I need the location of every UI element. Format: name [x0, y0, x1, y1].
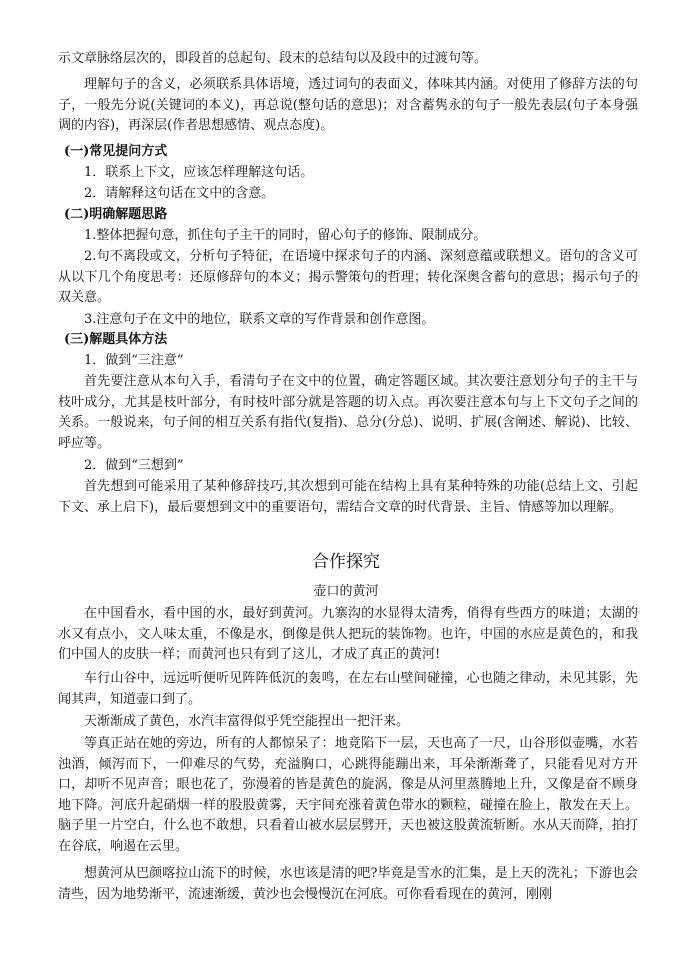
approach-item-2: 2.句不离段或文，分析句子特征，在语境中探求句子的内涵、深刻意蕴或联想义。语句的含义可从以下几个角度思考：还原修辞句的本义；揭示警策句的哲理；转化深奥含蓄句的意思；揭示句子的双关意。 [58, 249, 638, 306]
method-2-title: 2．做到“三想到” [84, 458, 184, 473]
approach-item-1: 1.整体把握句意，抓住句子主干的同时，留心句子的修饰、限制成分。 [84, 228, 487, 243]
article-paragraph-2: 车行山谷中，远远听便听见阵阵低沉的轰鸣，在左右山壁间碰撞，心也随之律动，未见其影，先闻其声，知道壶口到了。 [58, 671, 638, 707]
method-2-text: 首先想到可能采用了某种修辞技巧,其次想到可能在结构上具有某种特殊的功能(总结上文、引起下文、承上启下)，最后要想到文中的重要语句，需结合文章的时代背景、主旨、情感等加以理解。 [58, 479, 638, 515]
method-1-text: 首先要注意从本句入手，看清句子在文中的位置，确定答题区域。其次要注意划分句子的主干与枝叶成分，尤其是枝叶部分，有时枝叶部分就是答题的切入点。再次要注意本句与上下文句子之间的关系。一般说来，句子间的相互关系有指代(复指)、总分(分总)、说明、扩展(含阐述、解说)、比较、呼应等。 [58, 374, 638, 451]
article-paragraph-1: 在中国看水，看中国的水，最好到黄河。九寨沟的水显得太清秀，俏得有些西方的味道；太湖的水又有点小，文人味太重，不像是水，倒像是供人把玩的装饰物。也许，中国的水应是黄色的，和我们中国人的皮肤一样；而黄河也只有到了这儿，才成了真正的黄河! [58, 606, 638, 663]
heading-methods: (三)解题具体方法 [64, 332, 168, 347]
question-item-1: 1．联系上下文，应该怎样理解这句话。 [84, 165, 314, 180]
method-1-title: 1．做到“三注意” [84, 353, 184, 368]
understanding-paragraph: 理解句子的含义，必须联系具体语境，透过词句的表面义，体味其内涵。对使用了修辞方法的句子，一般先分说(关键词的本义)，再总说(整句话的意思)；对含蓄隽永的句子一般先表层(句子本身强调的内容)，再深层(作者思想感情、观点态度)。 [58, 77, 638, 134]
question-item-2: 2．请解释这句话在文中的含意。 [84, 186, 275, 201]
heading-question-types: (一)常见提问方式 [64, 144, 168, 159]
article-paragraph-4: 等真正站在她的旁边，所有的人都惊呆了：地竟陷下一层，天也高了一尺，山谷形似壶嘴，水若浊酒，倾泻而下，一仰难尽的气势，充溢胸口，心跳得能蹦出来，耳朵渐渐聋了，只能看见对方开口，却听不见声音；眼也花了，弥漫着的皆是黄色的旋涡，像是从河里蒸腾地上升，又像是奋不顾身地下降。河底升起硝烟一样的股股黄雾，天宇间充涨着黄色带水的颗粒，碰撞在脸上，散发在天上。脑子里一片空白，什么也不敢想，只看着山被水层层劈开，天也被这股黄流斩断。水从天而降，拍打在谷底，响遏在云里。 [58, 736, 638, 854]
intro-paragraph: 示文章脉络层次的，即段首的总起句、段末的总结句以及段中的过渡句等。 [58, 51, 488, 66]
section-title: 合作探究 [312, 552, 380, 572]
article-paragraph-5: 想黄河从巴颜喀拉山流下的时候，水也该是清的吧?毕竟是雪水的汇集，是上天的洗礼；下游也会清些，因为地势渐平，流速渐缓，黄沙也会慢慢沉在河底。可你看看现在的黄河，刚刚 [58, 866, 638, 902]
article-title: 壶口的黄河 [313, 584, 379, 599]
article-paragraph-3: 天渐渐成了黄色，水汽丰富得似乎凭空能捏出一把汗来。 [84, 714, 410, 729]
heading-approach: (二)明确解题思路 [64, 207, 168, 222]
approach-item-3: 3.注意句子在文中的地位，联系文章的写作背景和创作意图。 [84, 312, 435, 327]
